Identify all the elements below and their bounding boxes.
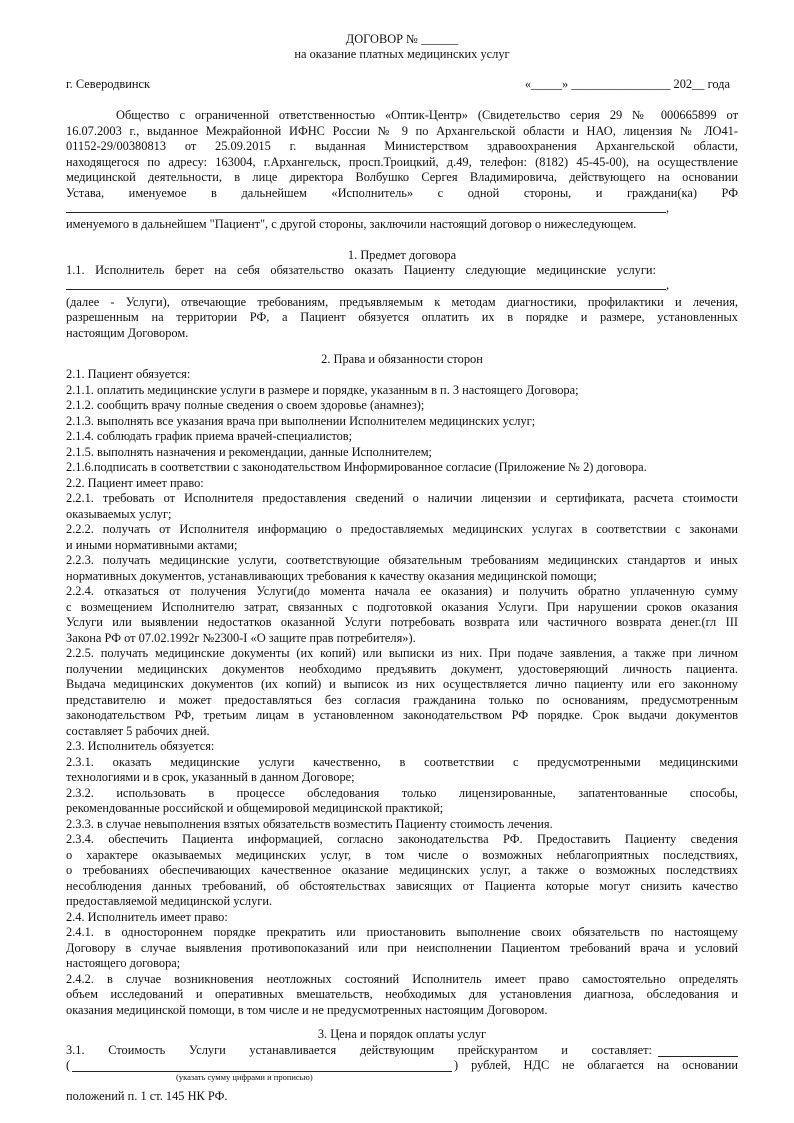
section-line: 2.3.2. использовать в процессе обследования только лицензированные, запатентованные способы,	[66, 786, 738, 800]
intro-line: Устава, именуемое в дальнейшем «Исполнитель» с одной стороны, и граждани(ка) РФ	[66, 186, 738, 200]
intro-line: 01152-29/00380813 от 25.09.2015 г. выданная Министерством здравоохранения Архангельской области,	[66, 139, 738, 153]
section-heading: 1. Предмет договора	[347, 248, 457, 262]
section-line: рекомендованные российской и общемировой медицинской практикой;	[66, 801, 444, 815]
open-paren: (	[66, 1058, 71, 1072]
section-line: 2.1. Пациент обязуется:	[66, 367, 191, 381]
section-line: 2.2.1. требовать от Исполнителя предоставления сведений о наличии лицензии и сертификата, расчета стоимости	[66, 491, 738, 505]
section-line: 2.2.2. получать от Исполнителя информацию о предоставляемых медицинских услугах в соответствии с законами	[66, 522, 738, 536]
city: г. Северодвинск	[66, 77, 151, 91]
section-line: несоблюдения данных требований, об обстоятельствах зависящих от Пациента которые могут снизить качество	[66, 879, 738, 893]
section-line: 2.3.1. оказать медицинские услуги качественно, в соответствии с предусмотренными медицинскими	[66, 755, 738, 769]
section-line: нормативных документов, устанавливающих требования к качеству оказания медицинской помощи;	[66, 569, 597, 583]
section-line: 2.4. Исполнитель имеет право:	[66, 910, 228, 924]
price-line: ) рублей, НДС не облагается на основании	[454, 1058, 738, 1072]
section-line: настоящего договора;	[66, 956, 181, 970]
blank-comma: ,	[666, 278, 670, 292]
section-line: оказываемых услуг;	[66, 507, 172, 521]
section-line: 2.3. Исполнитель обязуется:	[66, 739, 215, 753]
intro-line: Общество с ограниченной ответственностью «Оптик-Центр» (Свидетельство серия 29 № 000665899 от	[116, 108, 738, 122]
price-hint: (указать сумму цифрами и прописью)	[176, 1072, 313, 1082]
section-line: 2.2. Пациент имеет право:	[66, 476, 204, 490]
section-line: разрешенным на территории РФ, а Пациент обязуется оплатить их в порядке и размере, установленных	[66, 310, 738, 324]
intro-line: именуемого в дальнейшем "Пациент", с другой стороны, заключили настоящий договор о нижеследующем.	[66, 217, 637, 231]
intro-line: медицинской деятельности, в лице директора Волбушко Сергея Владимировича, действующего на основании	[66, 170, 738, 184]
section-line: 2.1.2. сообщить врачу полные сведения о своем здоровье (анамнез);	[66, 398, 425, 412]
section-line: составляет 5 рабочих дней.	[66, 724, 210, 738]
section-line: законодательством РФ, третьим лицам в установленном законодательством РФ порядке. Срок выдачи документов	[66, 708, 738, 722]
section-line: 2.4.1. в одностороннем порядке прекратить или приостановить выполнение своих обязательств по настоящему	[66, 925, 738, 939]
section-line: 2.1.4. соблюдать график приема врачей-специалистов;	[66, 429, 353, 443]
section-line: о характере оказываемых медицинских услуг, в том числе о возможных неблагоприятных последствиях,	[66, 848, 738, 862]
patient-name-blank	[66, 212, 666, 213]
intro-line: находящегося по адресу: 163004, г.Архангельск, просп.Троицкий, д.49, телефон: (8182) 45-45-00), на осуществление	[66, 155, 738, 169]
price-line: положений п. 1 ст. 145 НК РФ.	[66, 1089, 228, 1103]
section-line: 2.4.2. в случае возникновения неотложных состояний Исполнитель имеет право самостоятельно определять	[66, 972, 738, 986]
section-line: 2.1.5. выполнять назначения и рекомендации, данные Исполнителем;	[66, 445, 433, 459]
section-line: и иными нормативными актами;	[66, 538, 238, 552]
section-line: 2.3.4. обеспечить Пациента информацией, согласно законодательства РФ. Предоставить Пациенту сведения	[66, 832, 738, 846]
services-blank	[66, 289, 666, 290]
contract-date: «_____» ________________ 202__ года	[524, 77, 730, 91]
section-line: 2.1.3. выполнять все указания врача при выполнении Исполнителем медицинских услуг;	[66, 414, 536, 428]
intro-line: 16.07.2003 г., выданное Межрайонной ИФНС России № 9 по Архангельской области и НАО, лицензия № ЛО41-	[66, 124, 738, 138]
section-line: 2.1.6.подписать в соответствии с законодательством Информированное согласие (Приложение № 2) договора.	[66, 460, 647, 474]
city-date-line	[66, 77, 738, 93]
section-line: (далее - Услуги), отвечающие требованиям, предъявляемым к методам диагностики, профилактики и лечения,	[66, 295, 738, 309]
contract-title: ДОГОВОР № ______	[345, 32, 459, 46]
section-line: Закона РФ от 07.02.1992г №2300-I «О защите прав потребителя»).	[66, 631, 416, 645]
section-line: 2.2.5. получать медицинские документы (их копий) или выписки из них. При подаче заявления, а также при личном	[66, 646, 738, 660]
section-line: предоставляемой медицинской услуги.	[66, 894, 273, 908]
section-line: объем исследований и оперативных вмешательств, необходимых для установления диагноза, обследования и	[66, 987, 738, 1001]
blank-comma: ,	[666, 201, 670, 215]
section-heading: 3. Цена и порядок оплаты услуг	[317, 1027, 487, 1041]
section-line: представителю и может предоставляться без согласия гражданина только по основаниям, предусмотренным	[66, 693, 738, 707]
price-amount-blank	[658, 1056, 738, 1057]
section-line: Выдача медицинских документов (их копий) и выписок из них осуществляется лично пациенту или его законному	[66, 677, 738, 691]
section-line: настоящим Договором.	[66, 326, 189, 340]
section-line: 2.2.4. отказаться от получения Услуги(до момента начала ее оказания) и получить обратно уплаченную сумму	[66, 584, 738, 598]
section-line: Услуги или выявлении недостатков оказанной Услуги потребовать возврата или частичного возврата денег.(гл III	[66, 615, 738, 629]
section-line: 2.1.1. оплатить медицинские услуги в размере и порядке, указанным в п. 3 настоящего Договора;	[66, 383, 579, 397]
section-line: 1.1. Исполнитель берет на себя обязательство оказать Пациенту следующие медицинские услуги:	[66, 263, 656, 277]
section-line: 2.2.3. получать медицинские услуги, соответствующие обязательным требованиям медицинских стандартов и иных	[66, 553, 738, 567]
section-line: Договору в случае выявления противопоказаний или при неисполнении Пациентом требований врача и условий	[66, 941, 738, 955]
section-heading: 2. Права и обязанности сторон	[321, 352, 483, 366]
section-line: получении медицинских документов необходимо предъявить документ, удостоверяющий личность пациента.	[66, 662, 738, 676]
price-line: 3.1. Стоимость Услуги устанавливается действующим прейскурантом и составляет:	[66, 1043, 652, 1057]
section-line: 2.3.3. в случае невыполнения взятых обязательств возместить Пациенту стоимость лечения.	[66, 817, 553, 831]
section-line: оказания медицинской помощи, в том числе и не предусмотренных настоящим Договором.	[66, 1003, 548, 1017]
contract-subtitle: на оказание платных медицинских услуг	[294, 47, 510, 61]
section-line: о требованиях обеспечивающих качественное оказание медицинских услуг, а также о возможных последствиях	[66, 863, 738, 877]
section-line: технологиями и в срок, указанный в данном Договоре;	[66, 770, 355, 784]
section-line: с возмещением Исполнителю затрат, связанных с подготовкой оказания Услуги. При нарушении сроков оказания	[66, 600, 738, 614]
